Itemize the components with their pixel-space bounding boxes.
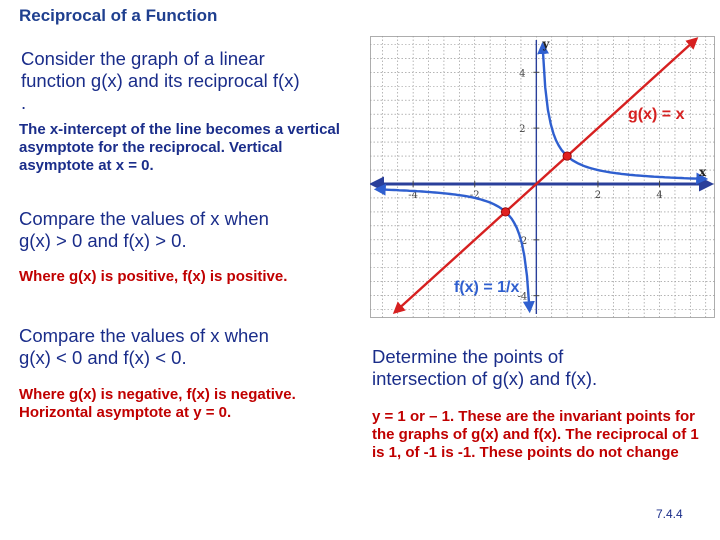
x-axis-label: x xyxy=(699,164,707,179)
x-tick-label: 2 xyxy=(594,189,602,201)
compare-negative-line-2: g(x) < 0 and f(x) < 0. xyxy=(19,347,187,368)
intersection-line-1: Determine the points of xyxy=(372,346,564,367)
y-tick-label: -4 xyxy=(517,291,528,303)
line-label: g(x) = x xyxy=(628,106,685,123)
slide-title: Reciprocal of a Function xyxy=(19,6,218,25)
intro-line-3: . xyxy=(21,92,27,113)
intro-text xyxy=(21,48,361,114)
x-tick-label: -2 xyxy=(469,189,480,201)
curve-label: f(x) = 1/x xyxy=(454,279,520,296)
x-tick-label: 4 xyxy=(656,189,663,201)
intersection-point xyxy=(563,152,571,160)
compare-positive-line-1: Compare the values of x when xyxy=(19,208,269,229)
series xyxy=(376,39,706,313)
answer-positive: Where g(x) is positive, f(x) is positive. xyxy=(19,268,288,285)
intersection-point xyxy=(501,208,509,216)
y-axis-label: y xyxy=(542,37,550,51)
compare-positive xyxy=(19,208,359,252)
answer-negative: Where g(x) is negative, f(x) is negative. Horizontal asymptote at y = 0. xyxy=(19,386,296,421)
y-tick-label: 2 xyxy=(519,124,526,136)
intersection-question xyxy=(372,346,672,390)
intro-line-1: Consider the graph of a linear xyxy=(21,48,265,69)
y-tick-label: 4 xyxy=(519,68,526,80)
x-tick-label: -4 xyxy=(408,189,418,201)
intro-line-2: function g(x) and its reciprocal f(x) xyxy=(21,70,300,91)
intersection-answer: y = 1 or – 1. These are the invariant points for the graphs of g(x) and f(x). The reciprocal of 1 is 1, of -1 is -1. These points do not change xyxy=(372,408,699,461)
compare-negative-line-1: Compare the values of x when xyxy=(19,325,269,346)
asymptote-note: The x-intercept of the line becomes a vertical asymptote for the reciprocal. Vertical asymptote at x = 0. xyxy=(19,121,340,174)
compare-positive-line-2: g(x) > 0 and f(x) > 0. xyxy=(19,230,187,251)
y-tick-label: -2 xyxy=(517,235,528,247)
page-number: 7.4.4 xyxy=(656,507,683,521)
intersection-line-2: intersection of g(x) and f(x). xyxy=(372,368,598,389)
reciprocal-graph xyxy=(370,36,715,318)
compare-negative xyxy=(19,325,339,369)
